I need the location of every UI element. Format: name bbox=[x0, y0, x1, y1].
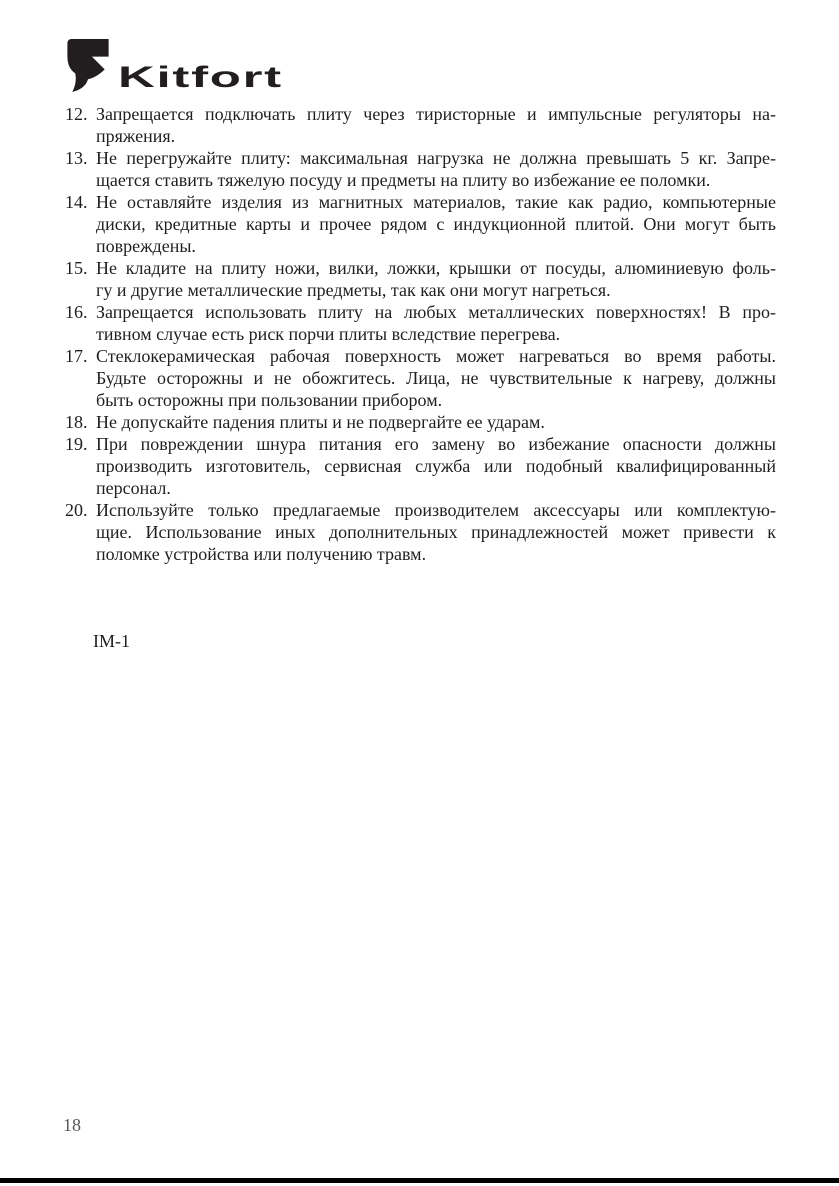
list-item-number: 12. bbox=[65, 104, 88, 124]
list-item-text bbox=[96, 345, 776, 411]
list-item-line: Не оставляйте изделия из магнитных материалов, такие как радио, компьютерные bbox=[96, 192, 776, 212]
list-item bbox=[65, 301, 776, 345]
list-item-line: Запрещается использовать плиту на любых металлических поверхностях! В про- bbox=[96, 302, 776, 322]
list-item-line: быть осторожны при пользовании прибором. bbox=[96, 390, 443, 410]
kitfort-logo bbox=[63, 38, 313, 94]
list-item bbox=[65, 345, 776, 411]
list-item-line: Используйте только предлагаемые производителем аксессуары или комплектую- bbox=[96, 500, 776, 520]
page-number: 18 bbox=[63, 1115, 81, 1135]
list-item-text bbox=[96, 257, 776, 301]
list-item-line: Не допускайте падения плиты и не подвергайте ее ударам. bbox=[96, 412, 545, 432]
list-item-line: персонал. bbox=[96, 478, 171, 498]
footer-bar bbox=[0, 1178, 839, 1183]
list-item-text bbox=[96, 411, 776, 433]
list-item-text bbox=[96, 147, 776, 191]
list-item bbox=[65, 433, 776, 499]
list-item-line: тивном случае есть риск порчи плиты вследствие перегрева. bbox=[96, 324, 561, 344]
list-item-line: производить изготовитель, сервисная служба или подобный квалифицированный bbox=[96, 456, 776, 476]
list-item-line: щается ставить тяжелую посуду и предметы на плиту во избежание ее поломки. bbox=[96, 170, 711, 190]
list-item-number: 19. bbox=[65, 434, 88, 454]
safety-instructions-list bbox=[65, 103, 776, 565]
list-item-number: 14. bbox=[65, 192, 88, 212]
list-item-line: диски, кредитные карты и прочее рядом с индукционной плитой. Они могут быть bbox=[96, 214, 776, 234]
list-item-number: 16. bbox=[65, 302, 88, 322]
list-item-line: повреждены. bbox=[96, 236, 196, 256]
list-item-number: 13. bbox=[65, 148, 88, 168]
list-item-text bbox=[96, 301, 776, 345]
list-item-line: Будьте осторожны и не обожгитесь. Лица, не чувствительные к нагреву, должны bbox=[96, 368, 776, 388]
list-item-number: 18. bbox=[65, 412, 88, 432]
list-item-line: щие. Использование иных дополнительных принадлежностей может привести к bbox=[96, 522, 776, 542]
list-item-number: 20. bbox=[65, 500, 88, 520]
list-item-line: пряжения. bbox=[96, 126, 176, 146]
kitfort-wordmark: Kitfort bbox=[118, 61, 283, 94]
list-item bbox=[65, 147, 776, 191]
list-item-number: 17. bbox=[65, 346, 88, 366]
model-code: IM-1 bbox=[93, 631, 130, 651]
list-item bbox=[65, 103, 776, 147]
list-item bbox=[65, 411, 776, 433]
list-item bbox=[65, 257, 776, 301]
list-item-line: При повреждении шнура питания его замену во избежание опасности должны bbox=[96, 434, 776, 454]
kitfort-quote-mark-icon bbox=[63, 38, 113, 93]
list-item-text bbox=[96, 433, 776, 499]
list-item-number: 15. bbox=[65, 258, 88, 278]
list-item-line: Не перегружайте плиту: максимальная нагрузка не должна превышать 5 кг. Запре- bbox=[96, 148, 776, 168]
list-item-text bbox=[96, 103, 776, 147]
list-item-line: Не кладите на плиту ножи, вилки, ложки, крышки от посуды, алюминиевую фоль- bbox=[96, 258, 776, 278]
list-item-line: гу и другие металлические предметы, так как они могут нагреться. bbox=[96, 280, 611, 300]
list-item bbox=[65, 191, 776, 257]
list-item-text bbox=[96, 499, 776, 565]
list-item-line: Стеклокерамическая рабочая поверхность может нагреваться во время работы. bbox=[96, 346, 776, 366]
list-item bbox=[65, 499, 776, 565]
list-item-line: Запрещается подключать плиту через тиристорные и импульсные регуляторы на- bbox=[96, 104, 776, 124]
list-item-line: поломке устройства или получению травм. bbox=[96, 544, 427, 564]
list-item-text bbox=[96, 191, 776, 257]
